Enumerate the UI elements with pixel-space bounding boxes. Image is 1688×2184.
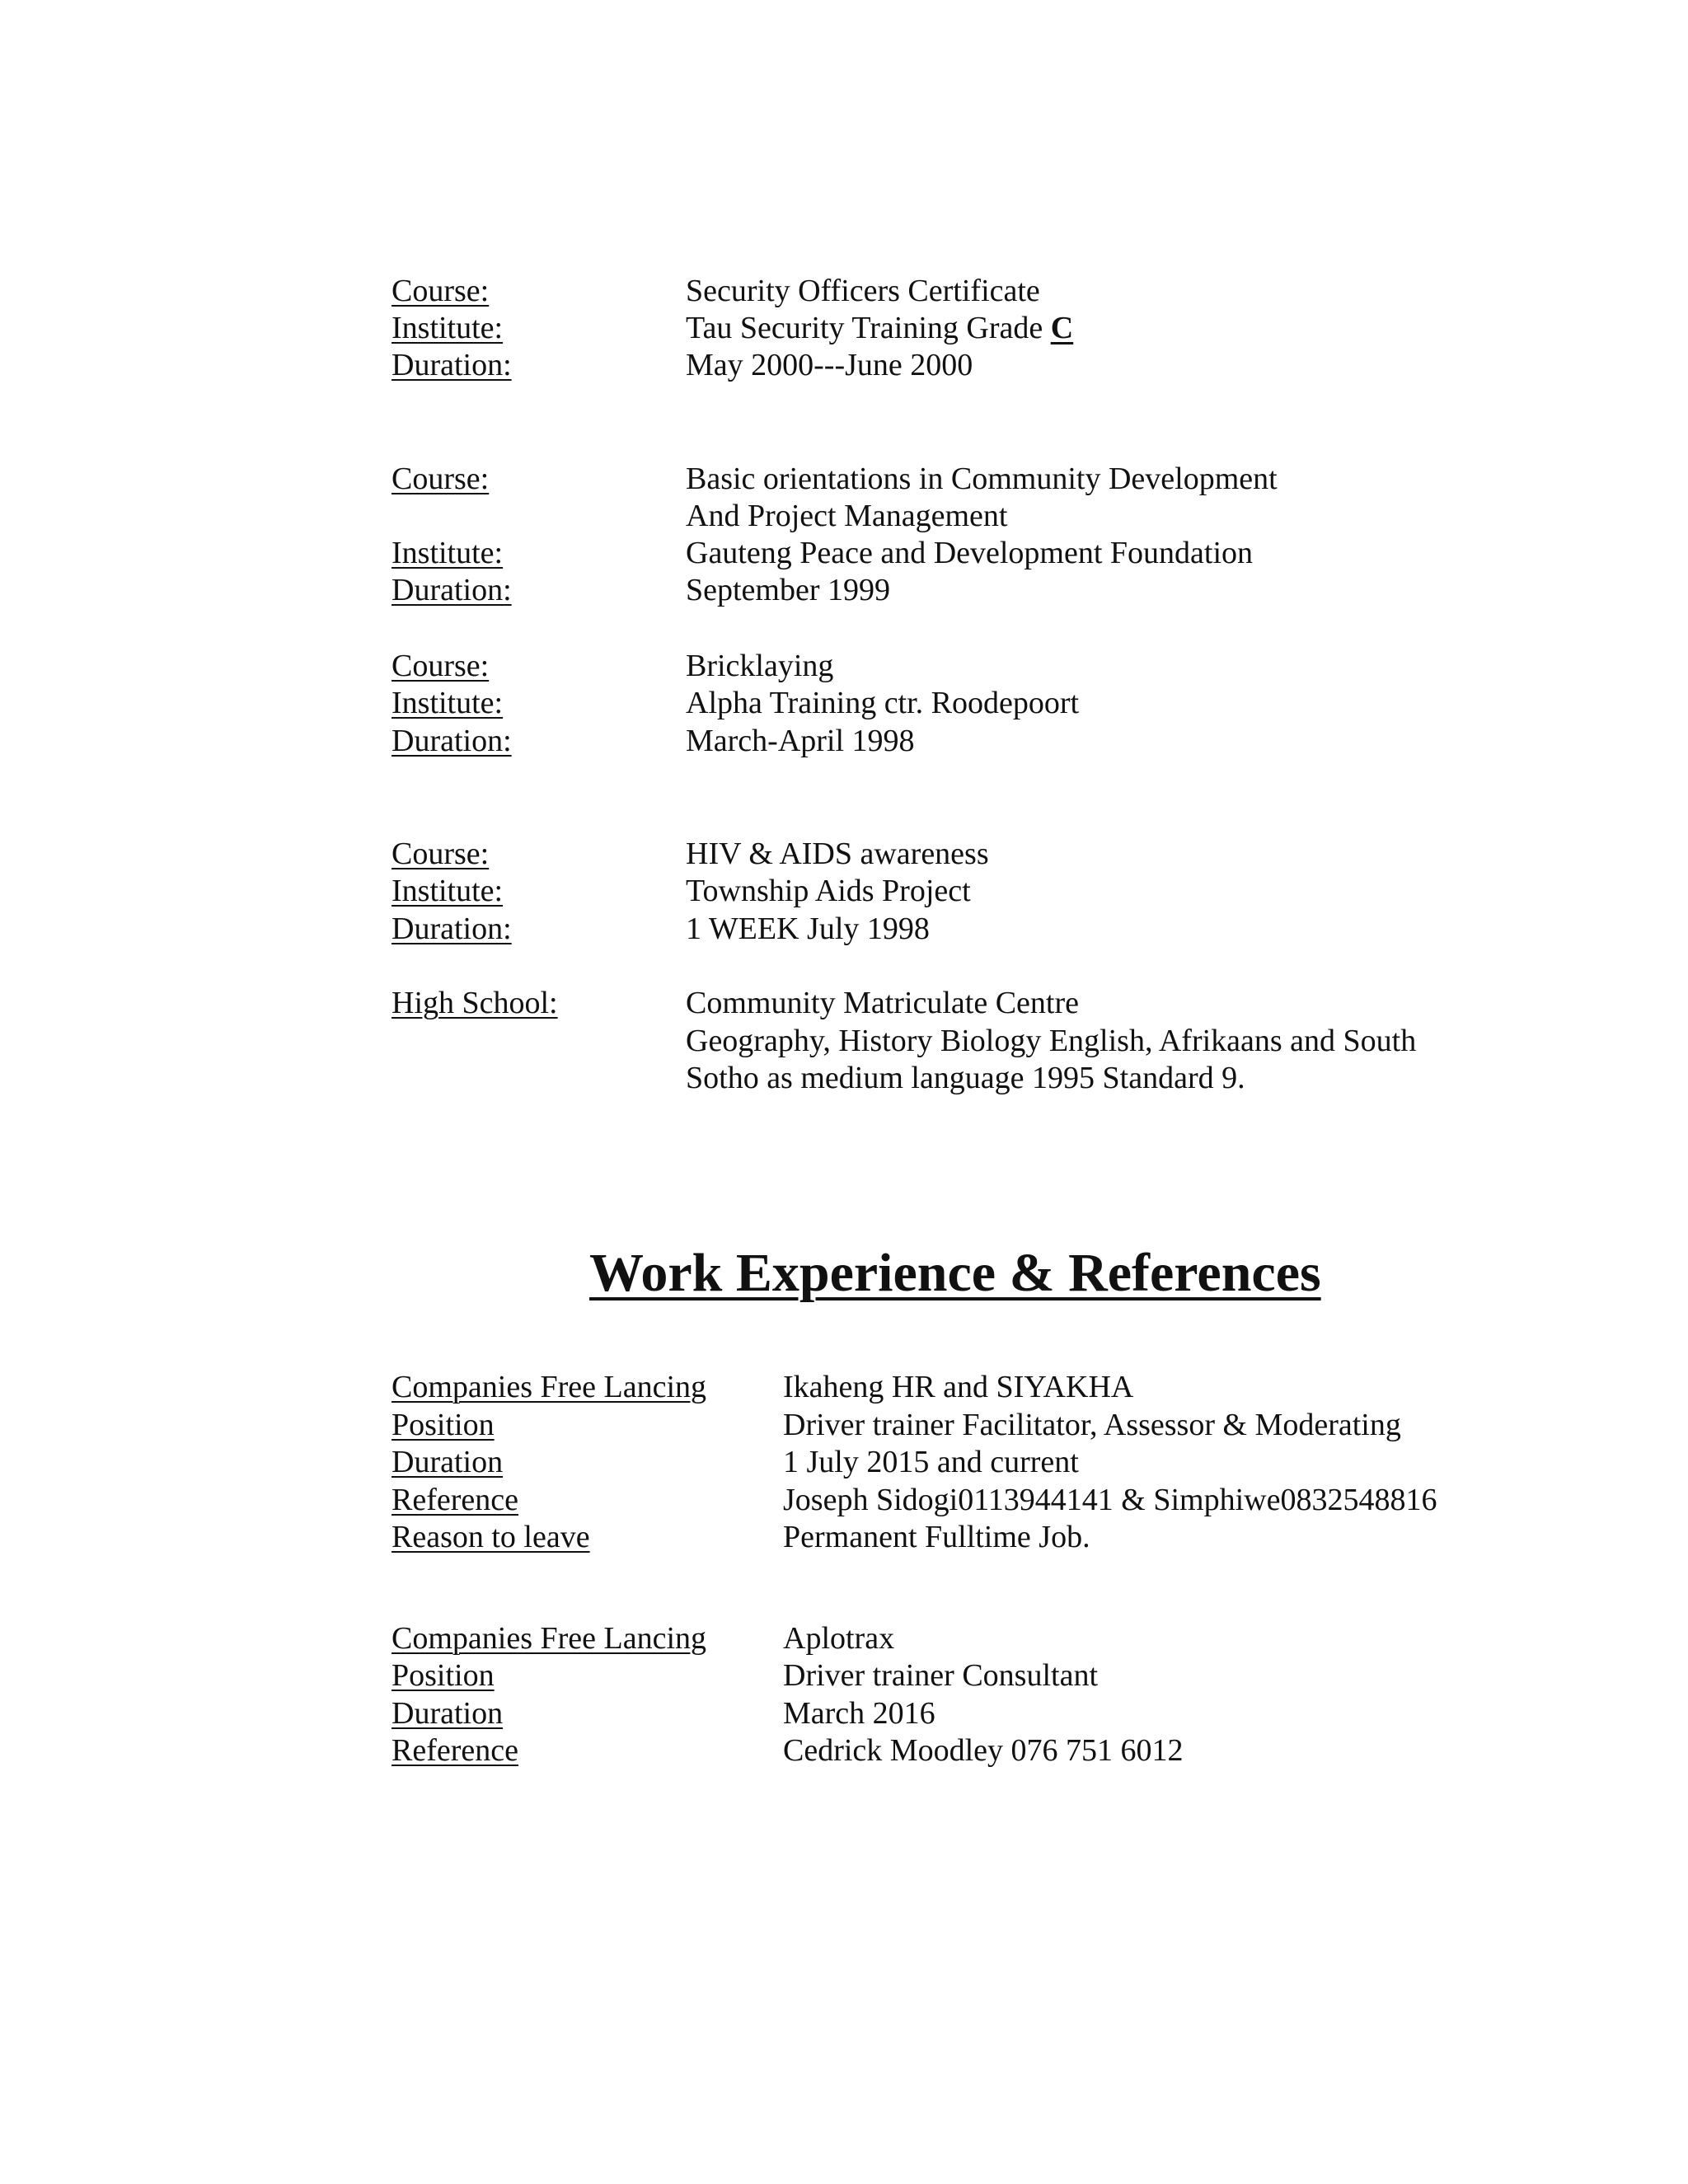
course-label: Course:: [392, 649, 490, 683]
duration-value: May 2000---June 2000: [686, 348, 973, 382]
reference-value: Cedrick Moodley 076 751 6012: [783, 1733, 1184, 1768]
course-value-line1: Basic orientations in Community Development: [686, 462, 1278, 496]
company-value: Aplotrax: [783, 1621, 895, 1656]
institute-label: Institute:: [392, 686, 504, 720]
position-label: Position: [392, 1408, 495, 1442]
reference-label: Reference: [392, 1483, 518, 1517]
duration-value: 1 July 2015 and current: [783, 1445, 1079, 1479]
course-label: Course:: [392, 837, 490, 871]
duration-value: September 1999: [686, 573, 891, 607]
position-value: Driver trainer Facilitator, Assessor & Moderating: [783, 1408, 1401, 1442]
institute-label: Institute:: [392, 874, 504, 908]
company-value: Ikaheng HR and SIYAKHA: [783, 1370, 1134, 1404]
duration-value: March 2016: [783, 1696, 935, 1731]
course-label: Course:: [392, 462, 490, 496]
high-school-label: High School:: [392, 986, 558, 1020]
institute-value: Township Aids Project: [686, 874, 971, 908]
company-label: Companies Free Lancing: [392, 1621, 707, 1656]
high-school-subjects: Geography, History Biology English, Afrikaans and South: [686, 1024, 1417, 1058]
reference-value: Joseph Sidogi0113944141 & Simphiwe0832548816: [783, 1483, 1437, 1517]
duration-label: Duration: [392, 1696, 504, 1731]
course-value: Bricklaying: [686, 649, 834, 683]
duration-label: Duration:: [392, 348, 512, 382]
reference-label: Reference: [392, 1733, 518, 1768]
institute-label: Institute:: [392, 311, 504, 345]
work-experience-heading: Work Experience & References: [589, 1243, 1321, 1303]
institute-value: Alpha Training ctr. Roodepoort: [686, 686, 1080, 720]
duration-value: March-April 1998: [686, 724, 915, 758]
high-school-name: Community Matriculate Centre: [686, 986, 1080, 1020]
institute-value: [686, 309, 1073, 347]
company-label: Companies Free Lancing: [392, 1370, 707, 1404]
reason-label: Reason to leave: [392, 1520, 590, 1554]
course-label: Course:: [392, 274, 490, 308]
position-value: Driver trainer Consultant: [783, 1658, 1099, 1693]
duration-label: Duration: [392, 1445, 504, 1479]
duration-label: Duration:: [392, 912, 512, 946]
grade-value: C: [1050, 311, 1074, 345]
institute-value: Gauteng Peace and Development Foundation: [686, 536, 1254, 570]
duration-label: Duration:: [392, 573, 512, 607]
institute-text: Tau Security Training Grade: [686, 311, 1051, 345]
course-value: HIV & AIDS awareness: [686, 837, 989, 871]
duration-value: 1 WEEK July 1998: [686, 912, 930, 946]
high-school-subjects-cont: Sotho as medium language 1995 Standard 9.: [686, 1061, 1245, 1095]
duration-label: Duration:: [392, 724, 512, 758]
reason-value: Permanent Fulltime Job.: [783, 1520, 1090, 1554]
course-value-line2: And Project Management: [686, 499, 1008, 533]
position-label: Position: [392, 1658, 495, 1693]
institute-label: Institute:: [392, 536, 504, 570]
course-value: Security Officers Certificate: [686, 274, 1040, 308]
